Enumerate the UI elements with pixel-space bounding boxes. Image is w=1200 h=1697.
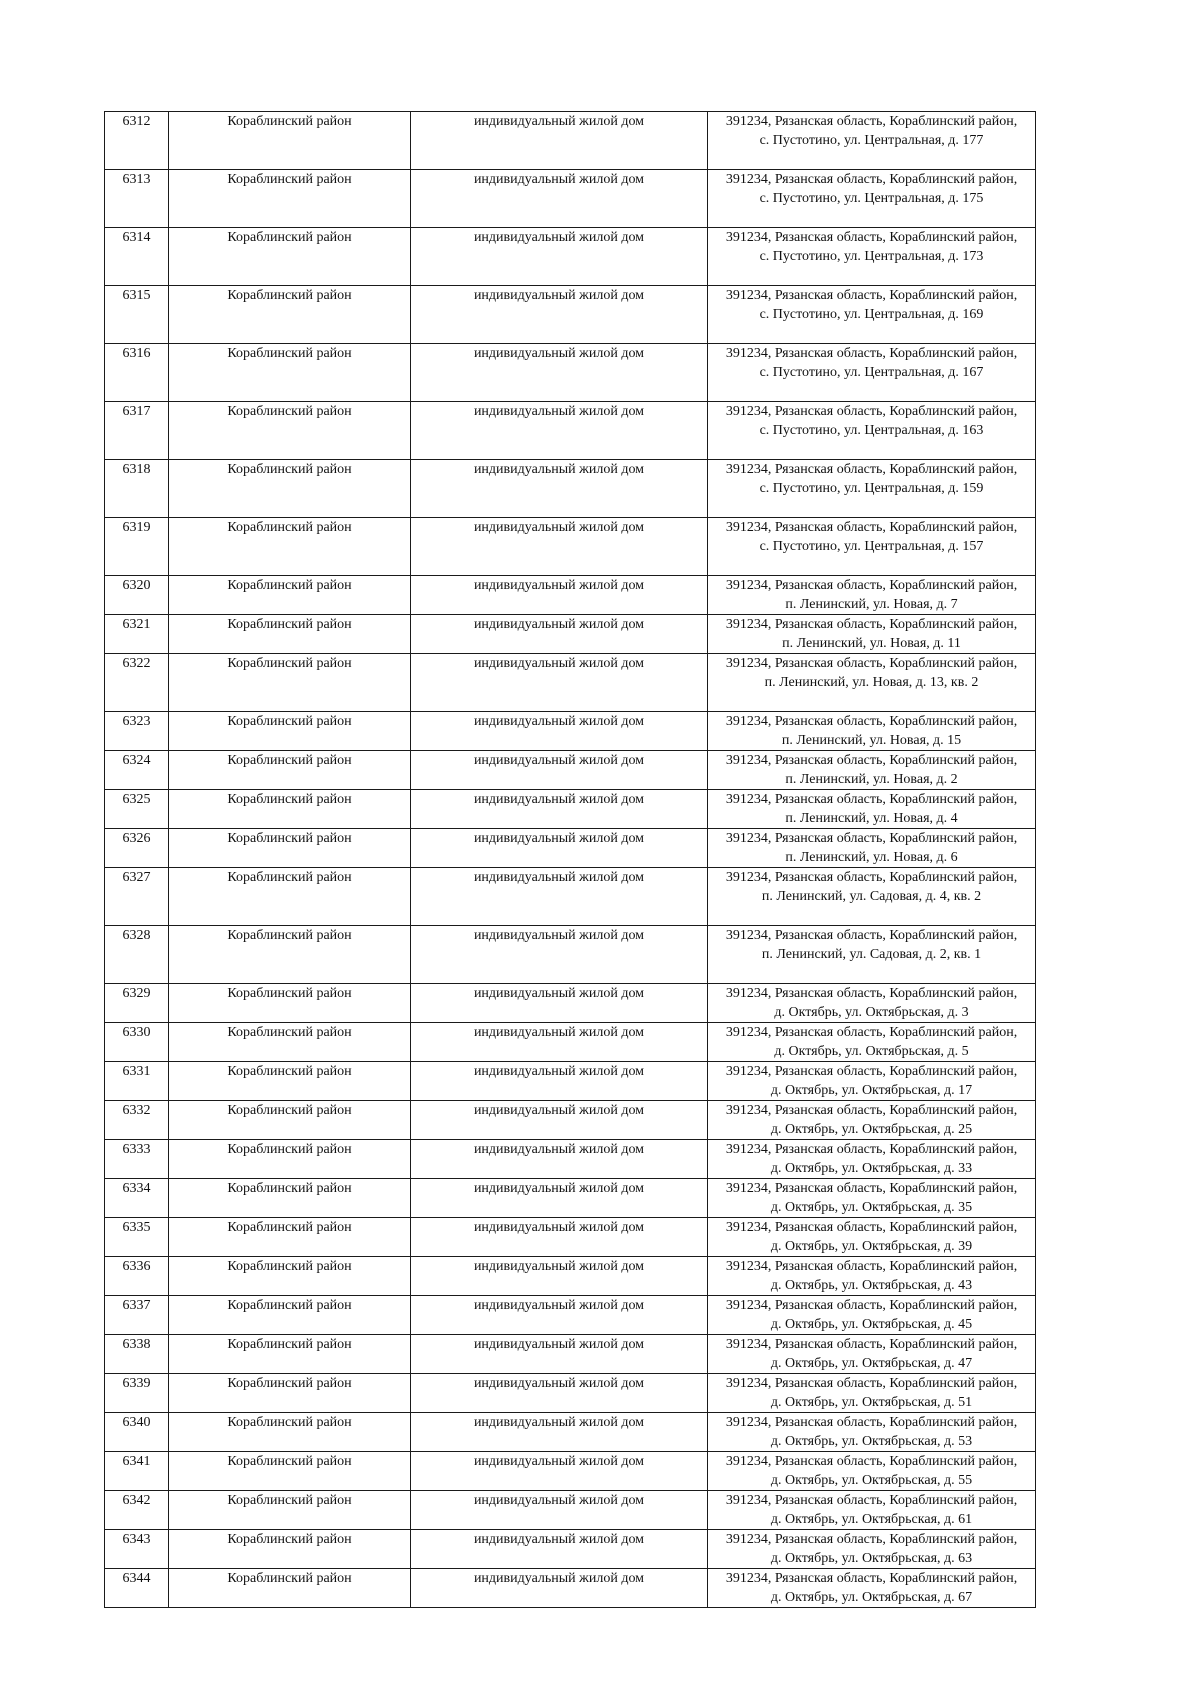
address-line-region: 391234, Рязанская область, Кораблинский район,: [725, 404, 1018, 419]
address-line-region: 391234, Рязанская область, Кораблинский район,: [725, 1064, 1018, 1079]
address-line-region: 391234, Рязанская область, Кораблинский район,: [725, 1454, 1018, 1469]
building-type-cell: индивидуальный жилой дом: [411, 1413, 708, 1452]
address-line-locality: д. Октябрь, ул. Октябрьская, д. 39: [770, 1239, 973, 1254]
record-number-cell: 6328: [105, 926, 169, 984]
record-number-cell: 6317: [105, 402, 169, 460]
district-cell: Кораблинский район: [169, 1335, 411, 1374]
address-cell: [708, 1491, 1036, 1530]
district-cell: Кораблинский район: [169, 286, 411, 344]
table-row: [105, 829, 1036, 868]
table-row: [105, 654, 1036, 712]
address-cell: [708, 228, 1036, 286]
district-cell: Кораблинский район: [169, 1374, 411, 1413]
record-number-cell: 6344: [105, 1569, 169, 1608]
record-number-cell: 6338: [105, 1335, 169, 1374]
address-line-locality: с. Пустотино, ул. Центральная, д. 167: [759, 365, 984, 380]
building-type-cell: индивидуальный жилой дом: [411, 170, 708, 228]
record-number-cell: 6341: [105, 1452, 169, 1491]
address-line-region: 391234, Рязанская область, Кораблинский район,: [725, 578, 1018, 593]
district-cell: Кораблинский район: [169, 460, 411, 518]
building-type-cell: индивидуальный жилой дом: [411, 460, 708, 518]
address-line-region: 391234, Рязанская область, Кораблинский район,: [725, 928, 1018, 943]
address-cell: [708, 926, 1036, 984]
record-number-cell: 6326: [105, 829, 169, 868]
record-number-cell: 6332: [105, 1101, 169, 1140]
district-cell: Кораблинский район: [169, 402, 411, 460]
table-row: [105, 112, 1036, 170]
address-line-region: 391234, Рязанская область, Кораблинский район,: [725, 1103, 1018, 1118]
housing-registry-table: [104, 111, 1036, 1608]
address-cell: [708, 1413, 1036, 1452]
address-line-region: 391234, Рязанская область, Кораблинский район,: [725, 520, 1018, 535]
district-cell: Кораблинский район: [169, 1179, 411, 1218]
record-number-cell: 6329: [105, 984, 169, 1023]
address-line-region: 391234, Рязанская область, Кораблинский район,: [725, 1259, 1018, 1274]
address-line-region: 391234, Рязанская область, Кораблинский район,: [725, 114, 1018, 129]
address-line-region: 391234, Рязанская область, Кораблинский район,: [725, 1181, 1018, 1196]
address-cell: [708, 712, 1036, 751]
address-cell: [708, 1179, 1036, 1218]
address-line-locality: д. Октябрь, ул. Октябрьская, д. 55: [770, 1473, 973, 1488]
district-cell: Кораблинский район: [169, 518, 411, 576]
address-cell: [708, 1257, 1036, 1296]
record-number-cell: 6325: [105, 790, 169, 829]
building-type-cell: индивидуальный жилой дом: [411, 1569, 708, 1608]
district-cell: Кораблинский район: [169, 112, 411, 170]
address-line-locality: д. Октябрь, ул. Октябрьская, д. 5: [774, 1044, 969, 1059]
address-cell: [708, 1062, 1036, 1101]
address-cell: [708, 984, 1036, 1023]
address-line-region: 391234, Рязанская область, Кораблинский район,: [725, 1220, 1018, 1235]
table-row: [105, 1569, 1036, 1608]
district-cell: Кораблинский район: [169, 1101, 411, 1140]
record-number-cell: 6324: [105, 751, 169, 790]
record-number-cell: 6319: [105, 518, 169, 576]
address-line-locality: д. Октябрь, ул. Октябрьская, д. 51: [770, 1395, 973, 1410]
address-line-locality: с. Пустотино, ул. Центральная, д. 175: [759, 191, 984, 206]
address-line-locality: д. Октябрь, ул. Октябрьская, д. 33: [770, 1161, 973, 1176]
table-row: [105, 1218, 1036, 1257]
table-row: [105, 1101, 1036, 1140]
building-type-cell: индивидуальный жилой дом: [411, 984, 708, 1023]
building-type-cell: индивидуальный жилой дом: [411, 615, 708, 654]
address-line-region: 391234, Рязанская область, Кораблинский район,: [725, 462, 1018, 477]
district-cell: Кораблинский район: [169, 1218, 411, 1257]
record-number-cell: 6321: [105, 615, 169, 654]
address-line-locality: с. Пустотино, ул. Центральная, д. 159: [759, 481, 984, 496]
district-cell: Кораблинский район: [169, 1452, 411, 1491]
table-row: [105, 460, 1036, 518]
address-line-region: 391234, Рязанская область, Кораблинский район,: [725, 230, 1018, 245]
address-line-region: 391234, Рязанская область, Кораблинский район,: [725, 986, 1018, 1001]
address-line-locality: п. Ленинский, ул. Новая, д. 2: [785, 772, 958, 787]
address-line-locality: п. Ленинский, ул. Новая, д. 6: [785, 850, 958, 865]
address-line-locality: д. Октябрь, ул. Октябрьская, д. 45: [770, 1317, 973, 1332]
address-line-locality: с. Пустотино, ул. Центральная, д. 173: [759, 249, 984, 264]
district-cell: Кораблинский район: [169, 1140, 411, 1179]
table-row: [105, 1257, 1036, 1296]
record-number-cell: 6316: [105, 344, 169, 402]
address-line-region: 391234, Рязанская область, Кораблинский район,: [725, 617, 1018, 632]
record-number-cell: 6343: [105, 1530, 169, 1569]
registry-table-body: [105, 112, 1036, 1608]
address-cell: [708, 1374, 1036, 1413]
address-line-locality: с. Пустотино, ул. Центральная, д. 177: [759, 133, 984, 148]
address-line-locality: д. Октябрь, ул. Октябрьская, д. 43: [770, 1278, 973, 1293]
building-type-cell: индивидуальный жилой дом: [411, 868, 708, 926]
address-cell: [708, 518, 1036, 576]
address-line-region: 391234, Рязанская область, Кораблинский район,: [725, 870, 1018, 885]
address-cell: [708, 1452, 1036, 1491]
table-row: [105, 926, 1036, 984]
table-row: [105, 790, 1036, 829]
table-row: [105, 712, 1036, 751]
building-type-cell: индивидуальный жилой дом: [411, 1179, 708, 1218]
district-cell: Кораблинский район: [169, 654, 411, 712]
district-cell: Кораблинский район: [169, 615, 411, 654]
district-cell: Кораблинский район: [169, 1023, 411, 1062]
district-cell: Кораблинский район: [169, 868, 411, 926]
address-line-locality: д. Октябрь, ул. Октябрьская, д. 61: [770, 1512, 973, 1527]
address-cell: [708, 460, 1036, 518]
table-row: [105, 576, 1036, 615]
address-line-region: 391234, Рязанская область, Кораблинский район,: [725, 1532, 1018, 1547]
building-type-cell: индивидуальный жилой дом: [411, 518, 708, 576]
district-cell: Кораблинский район: [169, 228, 411, 286]
record-number-cell: 6333: [105, 1140, 169, 1179]
address-cell: [708, 615, 1036, 654]
table-row: [105, 228, 1036, 286]
building-type-cell: индивидуальный жилой дом: [411, 402, 708, 460]
table-row: [105, 1452, 1036, 1491]
address-cell: [708, 1140, 1036, 1179]
record-number-cell: 6335: [105, 1218, 169, 1257]
table-row: [105, 615, 1036, 654]
record-number-cell: 6330: [105, 1023, 169, 1062]
table-row: [105, 344, 1036, 402]
district-cell: Кораблинский район: [169, 1569, 411, 1608]
building-type-cell: индивидуальный жилой дом: [411, 1062, 708, 1101]
address-cell: [708, 868, 1036, 926]
address-line-region: 391234, Рязанская область, Кораблинский район,: [725, 753, 1018, 768]
address-line-region: 391234, Рязанская область, Кораблинский район,: [725, 1142, 1018, 1157]
address-line-locality: д. Октябрь, ул. Октябрьская, д. 67: [770, 1590, 973, 1605]
address-line-locality: д. Октябрь, ул. Октябрьская, д. 17: [770, 1083, 973, 1098]
address-cell: [708, 829, 1036, 868]
building-type-cell: индивидуальный жилой дом: [411, 1257, 708, 1296]
record-number-cell: 6336: [105, 1257, 169, 1296]
address-cell: [708, 1569, 1036, 1608]
address-cell: [708, 1530, 1036, 1569]
address-line-region: 391234, Рязанская область, Кораблинский район,: [725, 1298, 1018, 1313]
address-line-locality: д. Октябрь, ул. Октябрьская, д. 63: [770, 1551, 973, 1566]
district-cell: Кораблинский район: [169, 344, 411, 402]
table-row: [105, 1491, 1036, 1530]
address-cell: [708, 1218, 1036, 1257]
table-row: [105, 1530, 1036, 1569]
record-number-cell: 6342: [105, 1491, 169, 1530]
address-line-locality: п. Ленинский, ул. Новая, д. 7: [785, 597, 958, 612]
district-cell: Кораблинский район: [169, 984, 411, 1023]
address-line-region: 391234, Рязанская область, Кораблинский район,: [725, 1571, 1018, 1586]
address-line-region: 391234, Рязанская область, Кораблинский район,: [725, 1415, 1018, 1430]
building-type-cell: индивидуальный жилой дом: [411, 926, 708, 984]
address-line-locality: д. Октябрь, ул. Октябрьская, д. 35: [770, 1200, 973, 1215]
building-type-cell: индивидуальный жилой дом: [411, 1101, 708, 1140]
record-number-cell: 6339: [105, 1374, 169, 1413]
table-row: [105, 751, 1036, 790]
address-cell: [708, 1101, 1036, 1140]
address-line-locality: д. Октябрь, ул. Октябрьская, д. 47: [770, 1356, 973, 1371]
building-type-cell: индивидуальный жилой дом: [411, 1452, 708, 1491]
address-line-locality: п. Ленинский, ул. Новая, д. 4: [785, 811, 958, 826]
address-cell: [708, 790, 1036, 829]
address-line-locality: с. Пустотино, ул. Центральная, д. 169: [759, 307, 984, 322]
building-type-cell: индивидуальный жилой дом: [411, 790, 708, 829]
district-cell: Кораблинский район: [169, 1491, 411, 1530]
district-cell: Кораблинский район: [169, 1296, 411, 1335]
district-cell: Кораблинский район: [169, 1413, 411, 1452]
record-number-cell: 6337: [105, 1296, 169, 1335]
district-cell: Кораблинский район: [169, 790, 411, 829]
building-type-cell: индивидуальный жилой дом: [411, 1530, 708, 1569]
address-line-locality: д. Октябрь, ул. Октябрьская, д. 25: [770, 1122, 973, 1137]
address-line-region: 391234, Рязанская область, Кораблинский район,: [725, 792, 1018, 807]
district-cell: Кораблинский район: [169, 1530, 411, 1569]
address-line-region: 391234, Рязанская область, Кораблинский район,: [725, 288, 1018, 303]
address-cell: [708, 654, 1036, 712]
table-row: [105, 868, 1036, 926]
address-cell: [708, 344, 1036, 402]
building-type-cell: индивидуальный жилой дом: [411, 576, 708, 615]
table-row: [105, 1023, 1036, 1062]
table-row: [105, 1179, 1036, 1218]
address-line-locality: д. Октябрь, ул. Октябрьская, д. 53: [770, 1434, 973, 1449]
building-type-cell: индивидуальный жилой дом: [411, 654, 708, 712]
address-line-region: 391234, Рязанская область, Кораблинский район,: [725, 656, 1018, 671]
district-cell: Кораблинский район: [169, 1257, 411, 1296]
table-row: [105, 170, 1036, 228]
address-cell: [708, 1023, 1036, 1062]
table-row: [105, 402, 1036, 460]
district-cell: Кораблинский район: [169, 751, 411, 790]
record-number-cell: 6312: [105, 112, 169, 170]
building-type-cell: индивидуальный жилой дом: [411, 1218, 708, 1257]
address-line-region: 391234, Рязанская область, Кораблинский район,: [725, 831, 1018, 846]
building-type-cell: индивидуальный жилой дом: [411, 1023, 708, 1062]
building-type-cell: индивидуальный жилой дом: [411, 1491, 708, 1530]
address-cell: [708, 576, 1036, 615]
table-row: [105, 1335, 1036, 1374]
building-type-cell: индивидуальный жилой дом: [411, 112, 708, 170]
address-line-region: 391234, Рязанская область, Кораблинский район,: [725, 1025, 1018, 1040]
address-line-locality: п. Ленинский, ул. Садовая, д. 2, кв. 1: [761, 947, 982, 962]
district-cell: Кораблинский район: [169, 1062, 411, 1101]
building-type-cell: индивидуальный жилой дом: [411, 344, 708, 402]
building-type-cell: индивидуальный жилой дом: [411, 1140, 708, 1179]
address-cell: [708, 1335, 1036, 1374]
address-cell: [708, 112, 1036, 170]
building-type-cell: индивидуальный жилой дом: [411, 1374, 708, 1413]
table-row: [105, 518, 1036, 576]
address-line-region: 391234, Рязанская область, Кораблинский район,: [725, 1337, 1018, 1352]
district-cell: Кораблинский район: [169, 829, 411, 868]
district-cell: Кораблинский район: [169, 170, 411, 228]
record-number-cell: 6313: [105, 170, 169, 228]
record-number-cell: 6315: [105, 286, 169, 344]
address-cell: [708, 286, 1036, 344]
building-type-cell: индивидуальный жилой дом: [411, 751, 708, 790]
table-row: [105, 1374, 1036, 1413]
building-type-cell: индивидуальный жилой дом: [411, 286, 708, 344]
record-number-cell: 6334: [105, 1179, 169, 1218]
address-cell: [708, 402, 1036, 460]
district-cell: Кораблинский район: [169, 712, 411, 751]
address-cell: [708, 1296, 1036, 1335]
address-line-locality: п. Ленинский, ул. Новая, д. 11: [782, 636, 961, 651]
table-row: [105, 1062, 1036, 1101]
table-row: [105, 984, 1036, 1023]
record-number-cell: 6331: [105, 1062, 169, 1101]
address-line-region: 391234, Рязанская область, Кораблинский район,: [725, 346, 1018, 361]
table-row: [105, 1413, 1036, 1452]
record-number-cell: 6340: [105, 1413, 169, 1452]
record-number-cell: 6314: [105, 228, 169, 286]
address-line-region: 391234, Рязанская область, Кораблинский район,: [725, 1493, 1018, 1508]
building-type-cell: индивидуальный жилой дом: [411, 712, 708, 751]
building-type-cell: индивидуальный жилой дом: [411, 1296, 708, 1335]
table-row: [105, 1296, 1036, 1335]
address-line-locality: с. Пустотино, ул. Центральная, д. 157: [759, 539, 984, 554]
address-line-locality: с. Пустотино, ул. Центральная, д. 163: [759, 423, 984, 438]
address-line-locality: п. Ленинский, ул. Садовая, д. 4, кв. 2: [761, 889, 982, 904]
address-line-locality: п. Ленинский, ул. Новая, д. 13, кв. 2: [764, 675, 979, 690]
address-line-locality: д. Октябрь, ул. Октябрьская, д. 3: [774, 1005, 969, 1020]
building-type-cell: индивидуальный жилой дом: [411, 829, 708, 868]
address-cell: [708, 170, 1036, 228]
district-cell: Кораблинский район: [169, 576, 411, 615]
building-type-cell: индивидуальный жилой дом: [411, 1335, 708, 1374]
record-number-cell: 6320: [105, 576, 169, 615]
record-number-cell: 6322: [105, 654, 169, 712]
district-cell: Кораблинский район: [169, 926, 411, 984]
address-line-locality: п. Ленинский, ул. Новая, д. 15: [781, 733, 962, 748]
table-row: [105, 286, 1036, 344]
record-number-cell: 6327: [105, 868, 169, 926]
address-line-region: 391234, Рязанская область, Кораблинский район,: [725, 714, 1018, 729]
record-number-cell: 6318: [105, 460, 169, 518]
address-cell: [708, 751, 1036, 790]
table-row: [105, 1140, 1036, 1179]
address-line-region: 391234, Рязанская область, Кораблинский район,: [725, 172, 1018, 187]
address-line-region: 391234, Рязанская область, Кораблинский район,: [725, 1376, 1018, 1391]
building-type-cell: индивидуальный жилой дом: [411, 228, 708, 286]
record-number-cell: 6323: [105, 712, 169, 751]
